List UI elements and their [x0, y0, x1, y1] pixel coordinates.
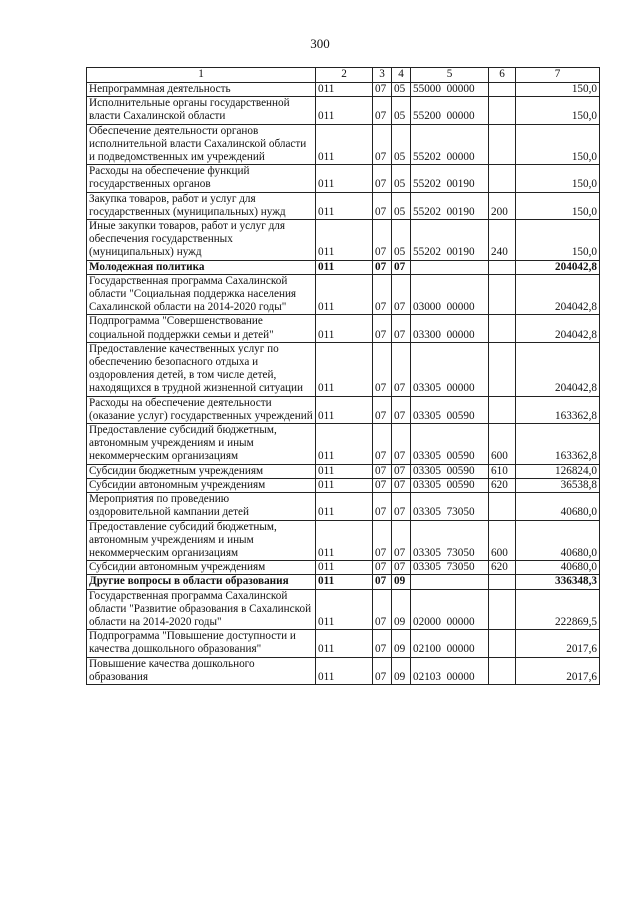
row-expense-type: 620 [489, 478, 516, 492]
row-admin-code: 011 [316, 260, 373, 274]
row-name: Подпрограмма "Совершенствование социальной поддержки семьи и детей" [87, 315, 316, 342]
row-subsection: 05 [392, 192, 411, 219]
row-admin-code: 011 [316, 478, 373, 492]
row-amount: 163362,8 [516, 424, 600, 465]
row-section: 07 [373, 520, 392, 561]
row-admin-code: 011 [316, 83, 373, 97]
row-name: Закупка товаров, работ и услуг для государственных (муниципальных) нужд [87, 192, 316, 219]
table-row [87, 342, 600, 396]
row-subsection: 09 [392, 630, 411, 657]
row-subsection: 07 [392, 478, 411, 492]
row-target-article [411, 575, 489, 589]
row-amount: 2017,6 [516, 657, 600, 684]
col-header-6: 6 [489, 68, 516, 83]
row-subsection: 05 [392, 220, 411, 261]
row-admin-code: 011 [316, 342, 373, 396]
row-subsection: 05 [392, 124, 411, 165]
row-section: 07 [373, 315, 392, 342]
table-row [87, 220, 600, 261]
row-amount: 126824,0 [516, 464, 600, 478]
row-subsection: 05 [392, 97, 411, 124]
page-number: 300 [310, 36, 330, 51]
row-target-article: 03305 00590 [411, 424, 489, 465]
row-subsection: 07 [392, 315, 411, 342]
row-expense-type [489, 97, 516, 124]
row-section: 07 [373, 424, 392, 465]
row-subsection: 09 [392, 575, 411, 589]
row-admin-code: 011 [316, 124, 373, 165]
row-expense-type: 240 [489, 220, 516, 261]
row-section: 07 [373, 464, 392, 478]
row-subsection: 07 [392, 274, 411, 315]
row-target-article: 03300 00000 [411, 315, 489, 342]
table-row [87, 424, 600, 465]
row-admin-code: 011 [316, 274, 373, 315]
row-section: 07 [373, 165, 392, 192]
row-target-article: 02103 00000 [411, 657, 489, 684]
row-amount: 222869,5 [516, 589, 600, 630]
row-target-article: 55000 00000 [411, 83, 489, 97]
row-name: Мероприятия по проведению оздоровительной кампании детей [87, 493, 316, 520]
row-expense-type [489, 630, 516, 657]
row-admin-code: 011 [316, 192, 373, 219]
col-header-1: 1 [87, 68, 316, 83]
row-target-article: 03305 73050 [411, 493, 489, 520]
row-subsection: 07 [392, 396, 411, 423]
row-section: 07 [373, 478, 392, 492]
row-name: Субсидии автономным учреждениям [87, 561, 316, 575]
row-name: Предоставление качественных услуг по обеспечению безопасного отдыха и оздоровления детей, в том числе детей, находящихся в трудной жизненной ситуации [87, 342, 316, 396]
row-amount: 150,0 [516, 165, 600, 192]
row-name: Предоставление субсидий бюджетным, автономным учреждениям и иным некоммерческим организациям [87, 424, 316, 465]
row-target-article: 02000 00000 [411, 589, 489, 630]
table-row [87, 575, 600, 589]
table-row [87, 657, 600, 684]
row-subsection: 07 [392, 424, 411, 465]
row-admin-code: 011 [316, 315, 373, 342]
row-target-article: 03305 00000 [411, 342, 489, 396]
row-target-article: 55202 00190 [411, 192, 489, 219]
header-row [87, 68, 600, 83]
row-expense-type [489, 260, 516, 274]
row-subsection: 07 [392, 561, 411, 575]
row-section: 07 [373, 260, 392, 274]
row-admin-code: 011 [316, 464, 373, 478]
row-expense-type [489, 396, 516, 423]
table-row [87, 520, 600, 561]
table-row [87, 464, 600, 478]
row-target-article: 55202 00190 [411, 220, 489, 261]
row-section: 07 [373, 561, 392, 575]
row-name: Предоставление субсидий бюджетным, автономным учреждениям и иным некоммерческим организациям [87, 520, 316, 561]
row-amount: 150,0 [516, 97, 600, 124]
row-name: Субсидии автономным учреждениям [87, 478, 316, 492]
row-section: 07 [373, 396, 392, 423]
row-section: 07 [373, 493, 392, 520]
row-name: Повышение качества дошкольного образования [87, 657, 316, 684]
row-name: Расходы на обеспечение функций государственных органов [87, 165, 316, 192]
row-name: Подпрограмма "Повышение доступности и качества дошкольного образования" [87, 630, 316, 657]
row-subsection: 05 [392, 165, 411, 192]
col-header-4: 4 [392, 68, 411, 83]
row-subsection: 07 [392, 342, 411, 396]
row-amount: 150,0 [516, 124, 600, 165]
row-target-article: 55202 00190 [411, 165, 489, 192]
table-row [87, 274, 600, 315]
row-expense-type [489, 124, 516, 165]
row-name: Непрограммная деятельность [87, 83, 316, 97]
table-row [87, 396, 600, 423]
row-amount: 204042,8 [516, 274, 600, 315]
row-admin-code: 011 [316, 493, 373, 520]
row-amount: 2017,6 [516, 630, 600, 657]
row-admin-code: 011 [316, 220, 373, 261]
table-row [87, 630, 600, 657]
row-expense-type [489, 315, 516, 342]
row-name: Государственная программа Сахалинской области "Социальная поддержка населения Сахалинской области на 2014-2020 годы" [87, 274, 316, 315]
row-section: 07 [373, 124, 392, 165]
table-row [87, 97, 600, 124]
table-row [87, 124, 600, 165]
row-subsection: 05 [392, 83, 411, 97]
row-admin-code: 011 [316, 520, 373, 561]
row-subsection: 09 [392, 657, 411, 684]
row-target-article: 03305 73050 [411, 561, 489, 575]
row-expense-type [489, 657, 516, 684]
row-section: 07 [373, 97, 392, 124]
row-name: Расходы на обеспечение деятельности (оказание услуг) государственных учреждений [87, 396, 316, 423]
row-expense-type: 600 [489, 520, 516, 561]
row-amount: 204042,8 [516, 342, 600, 396]
row-admin-code: 011 [316, 165, 373, 192]
row-section: 07 [373, 589, 392, 630]
row-target-article: 55202 00000 [411, 124, 489, 165]
row-name: Государственная программа Сахалинской области "Развитие образования в Сахалинской области на 2014-2020 годы" [87, 589, 316, 630]
row-name: Обеспечение деятельности органов исполнительной власти Сахалинской области и подведомственных им учреждений [87, 124, 316, 165]
row-subsection: 07 [392, 260, 411, 274]
row-section: 07 [373, 575, 392, 589]
budget-table [86, 67, 600, 685]
row-amount: 204042,8 [516, 260, 600, 274]
row-target-article: 03000 00000 [411, 274, 489, 315]
row-amount: 150,0 [516, 220, 600, 261]
row-amount: 336348,3 [516, 575, 600, 589]
row-expense-type: 620 [489, 561, 516, 575]
row-section: 07 [373, 220, 392, 261]
table-row [87, 83, 600, 97]
row-subsection: 07 [392, 464, 411, 478]
row-subsection: 07 [392, 493, 411, 520]
row-target-article: 03305 00590 [411, 478, 489, 492]
row-section: 07 [373, 83, 392, 97]
row-section: 07 [373, 657, 392, 684]
row-amount: 40680,0 [516, 520, 600, 561]
row-name: Исполнительные органы государственной власти Сахалинской области [87, 97, 316, 124]
table-row [87, 589, 600, 630]
col-header-5: 5 [411, 68, 489, 83]
table-row [87, 478, 600, 492]
row-name: Молодежная политика [87, 260, 316, 274]
row-expense-type: 600 [489, 424, 516, 465]
col-header-7: 7 [516, 68, 600, 83]
row-amount: 204042,8 [516, 315, 600, 342]
table-row [87, 192, 600, 219]
table-row [87, 315, 600, 342]
row-expense-type [489, 589, 516, 630]
row-admin-code: 011 [316, 561, 373, 575]
col-header-2: 2 [316, 68, 373, 83]
row-amount: 150,0 [516, 192, 600, 219]
row-admin-code: 011 [316, 589, 373, 630]
table-row [87, 561, 600, 575]
row-admin-code: 011 [316, 424, 373, 465]
row-target-article: 03305 00590 [411, 396, 489, 423]
row-admin-code: 011 [316, 657, 373, 684]
row-name: Иные закупки товаров, работ и услуг для обеспечения государственных (муниципальных) нужд [87, 220, 316, 261]
row-admin-code: 011 [316, 630, 373, 657]
row-section: 07 [373, 630, 392, 657]
row-expense-type: 200 [489, 192, 516, 219]
row-admin-code: 011 [316, 396, 373, 423]
table-row [87, 260, 600, 274]
row-target-article: 03305 73050 [411, 520, 489, 561]
row-expense-type [489, 165, 516, 192]
row-admin-code: 011 [316, 575, 373, 589]
row-expense-type [489, 83, 516, 97]
row-admin-code: 011 [316, 97, 373, 124]
row-name: Субсидии бюджетным учреждениям [87, 464, 316, 478]
row-section: 07 [373, 192, 392, 219]
row-amount: 150,0 [516, 83, 600, 97]
row-expense-type [489, 342, 516, 396]
row-amount: 36538,8 [516, 478, 600, 492]
row-section: 07 [373, 342, 392, 396]
row-expense-type [489, 274, 516, 315]
row-amount: 163362,8 [516, 396, 600, 423]
row-target-article: 02100 00000 [411, 630, 489, 657]
row-subsection: 09 [392, 589, 411, 630]
row-target-article: 55200 00000 [411, 97, 489, 124]
row-subsection: 07 [392, 520, 411, 561]
row-name: Другие вопросы в области образования [87, 575, 316, 589]
row-amount: 40680,0 [516, 493, 600, 520]
table-row [87, 165, 600, 192]
row-expense-type [489, 493, 516, 520]
row-expense-type: 610 [489, 464, 516, 478]
row-expense-type [489, 575, 516, 589]
table-row [87, 493, 600, 520]
row-target-article: 03305 00590 [411, 464, 489, 478]
row-section: 07 [373, 274, 392, 315]
row-target-article [411, 260, 489, 274]
col-header-3: 3 [373, 68, 392, 83]
row-amount: 40680,0 [516, 561, 600, 575]
